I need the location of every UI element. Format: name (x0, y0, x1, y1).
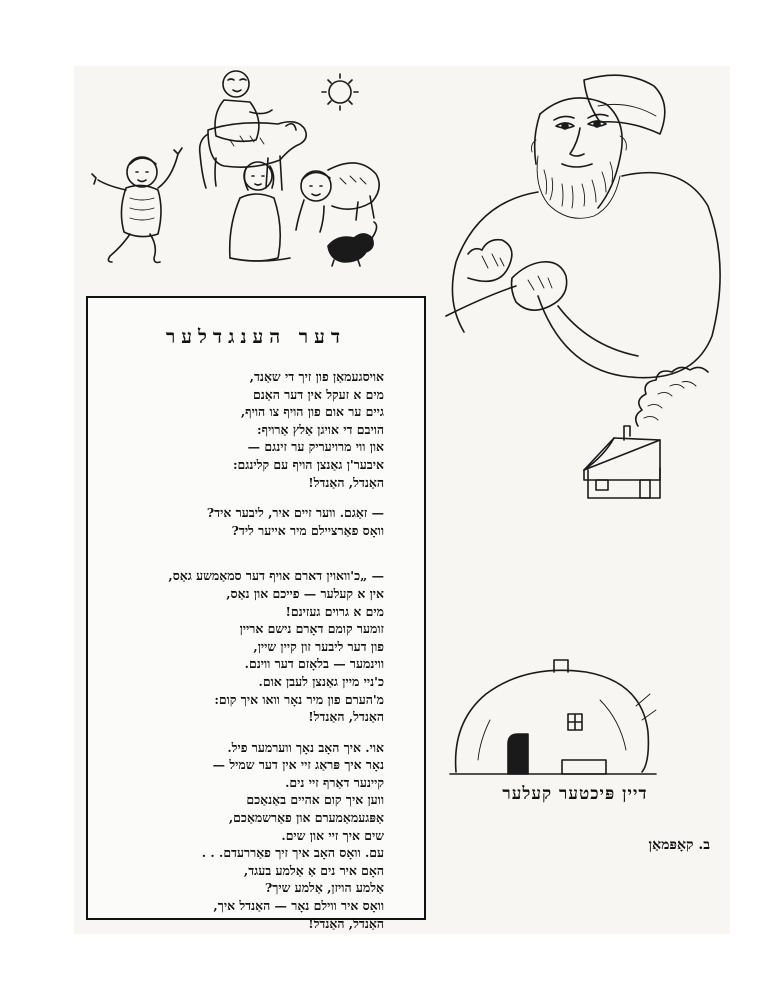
poem-box (86, 296, 426, 931)
sun-icon (322, 74, 358, 110)
poem-line: וואָס פאַרציילם מיר אייער ליד? (231, 522, 384, 538)
poem-stanza-1 (114, 368, 384, 491)
poem-line: מ'הערם פון מיר נאָר וואו איך קום: (214, 691, 384, 707)
poem-line: שים איך זיי און שים. (281, 827, 384, 843)
poem-line: איבער'ן גאַנצן הויף עם קלינגם: (232, 456, 384, 472)
poem-line: האָם איר נים אַ אַלמע בעגד, (243, 862, 384, 878)
poem-line: קיינער דאַרף זיי נים. (285, 774, 384, 790)
poem-refrain: האַנדל, האַנדל! (308, 709, 384, 725)
poem-line: אויסגעמאַן פון זיך די שאַנד, (249, 369, 384, 384)
poem-line: גיים ער אום פון הויף צו הויף, (240, 404, 384, 420)
crawling-child-figure (296, 163, 379, 232)
child-on-lamb-figure (200, 71, 307, 190)
poem-line: ווינמער — בלאָזם דער ווינם. (244, 656, 384, 672)
poem-line: פון דער ליבער זון קיין שיין, (253, 638, 384, 654)
poem-title: דער הענגדלער (165, 326, 347, 348)
children-playing-illustration (90, 66, 390, 276)
poem-line: מים א זעקל אין דער האַנם (252, 386, 384, 402)
poem-refrain: האַנדל, האַנדל! (308, 474, 384, 490)
poem-stanza-3 (114, 567, 384, 725)
poem-stanza-2 (114, 504, 384, 539)
poem-line: אוי. איך האָב נאָך ווערמער פיל. (227, 739, 384, 755)
poem-line: — „כ'וואוין דארם אויף דער סמאַמשע גאַס, (168, 568, 384, 584)
poem-line: וואָס איר ווילם נאָר — האַנדל איך, (213, 898, 384, 914)
poem-line: זומער קומם דאָרם נישם אריין (239, 621, 384, 637)
poem-stanza-4 (114, 739, 384, 933)
bearded-man-illustration (438, 66, 728, 366)
poem-line: עם. וואָס האָב איך זיך פאַררעדם. . . (201, 845, 384, 861)
cellar-dwelling-illustration (450, 650, 660, 780)
small-animal-figure (328, 222, 377, 266)
poem-line: ווען איך קום אהיים באַנאַכם (246, 792, 384, 808)
poem-line: אַפּגעמאַמערם און פאַרשמאַכם, (228, 810, 384, 826)
illustration-caption: דיין פּיכטער קעלער (502, 784, 648, 804)
dancing-child-figure (92, 148, 182, 263)
poem-line: מים א גרוים געזינם! (285, 603, 384, 619)
poem-line: הויבם די אויגן אַלץ אַרויף: (257, 421, 384, 437)
poem-line: אַלמע הויזן, אַלמע שיך? (265, 880, 384, 896)
poem-line: — זאַגם. ווער זיים איר, ליבער איד? (206, 505, 384, 521)
poem-line: אין א קעלער — פייכם און נאַס, (226, 585, 384, 601)
poem-refrain: האַנדל, האַנדל! (308, 915, 384, 931)
house-with-smoke-illustration (578, 372, 718, 502)
poem-body (114, 368, 384, 945)
poem-line: און ווי מרויעריק ער זינגם — (247, 439, 384, 455)
poem-line: נאָר איך פּראַג זיי אין דער שמיל — (212, 757, 384, 773)
poem-line: כ'ניי מיין גאַנצן לעבן אום. (258, 673, 384, 689)
artist-signature: ב. קאָפּמאַן (648, 837, 710, 853)
